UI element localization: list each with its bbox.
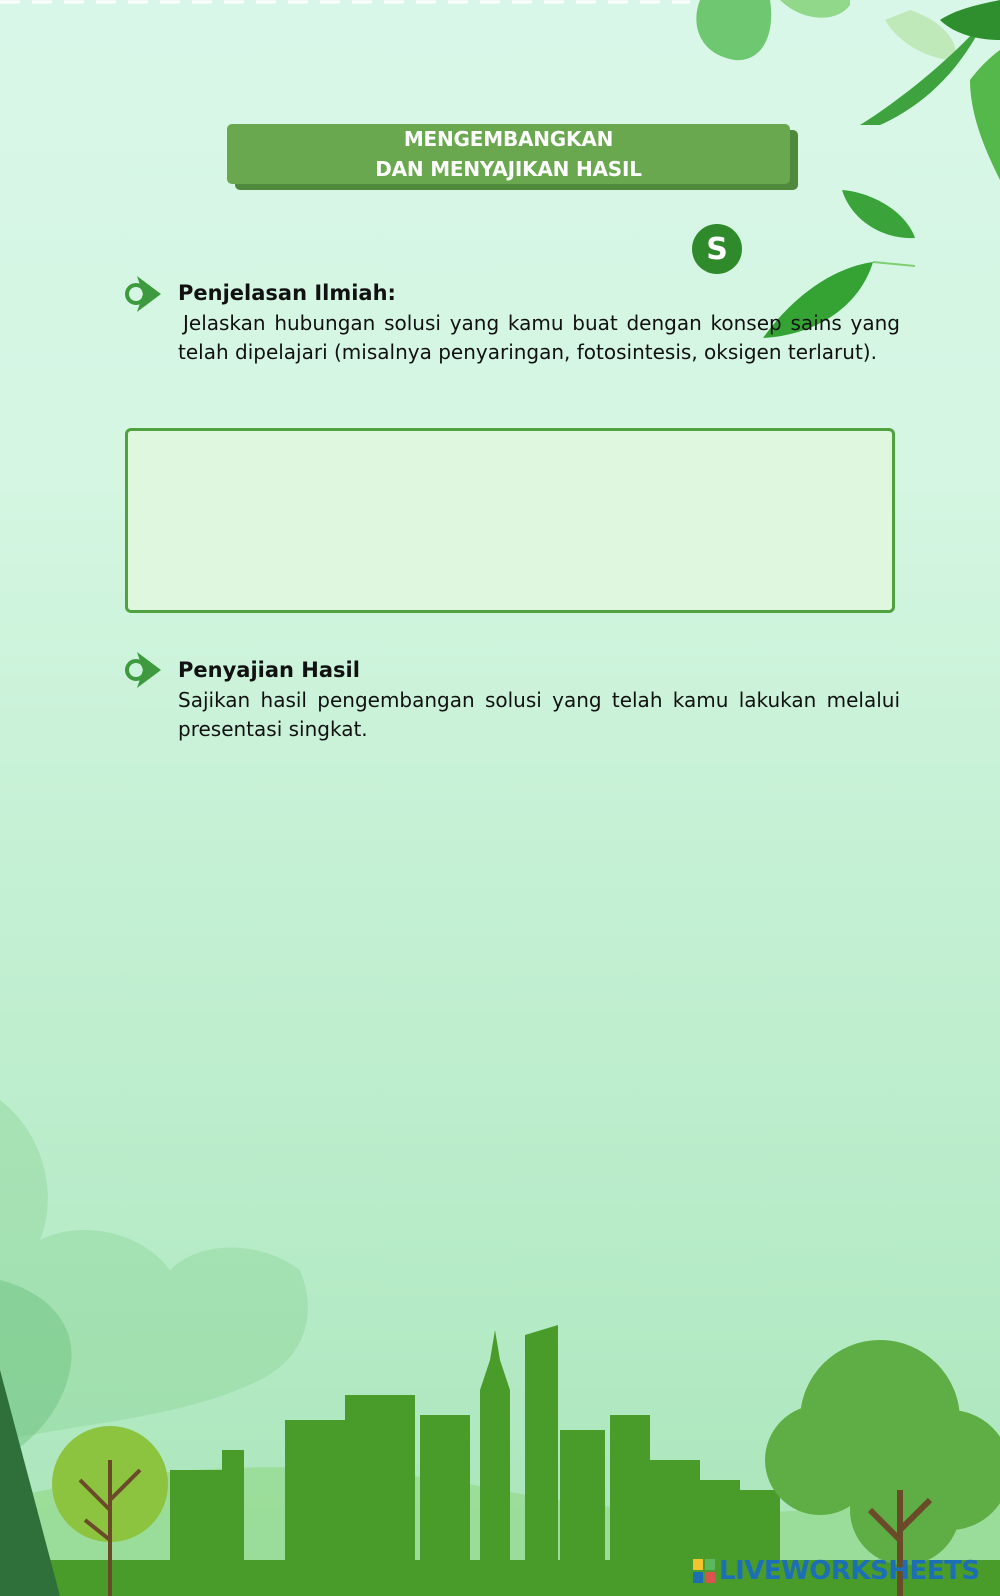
arrow-bullet-icon — [123, 274, 163, 314]
section-title-banner — [227, 124, 790, 184]
banner-title-line1: MENGEMBANGKAN — [403, 127, 614, 151]
step-badge: S — [692, 224, 742, 274]
results-presentation-instruction: Sajikan hasil pengembangan solusi yang telah kamu lakukan melalui presentasi singkat. — [178, 688, 900, 741]
results-presentation-heading: Penyajian Hasil — [178, 658, 360, 682]
liveworksheets-logo — [693, 1556, 980, 1586]
scientific-explanation-heading: Penjelasan Ilmiah: — [178, 281, 396, 305]
scientific-explanation-instruction: Jelaskan hubungan solusi yang kamu buat dengan konsep sains yang telah dipelajari (misalnya penyaringan, fotosintesis, oksigen terlarut). — [178, 311, 900, 364]
banner-title-line2: DAN MENYAJIKAN HASIL — [375, 157, 642, 181]
answer-text-box[interactable] — [125, 428, 895, 613]
arrow-bullet-icon — [123, 650, 163, 690]
liveworksheets-logo-icon — [693, 1559, 715, 1583]
liveworksheets-brand-text: LIVEWORKSHEETS — [719, 1556, 980, 1586]
